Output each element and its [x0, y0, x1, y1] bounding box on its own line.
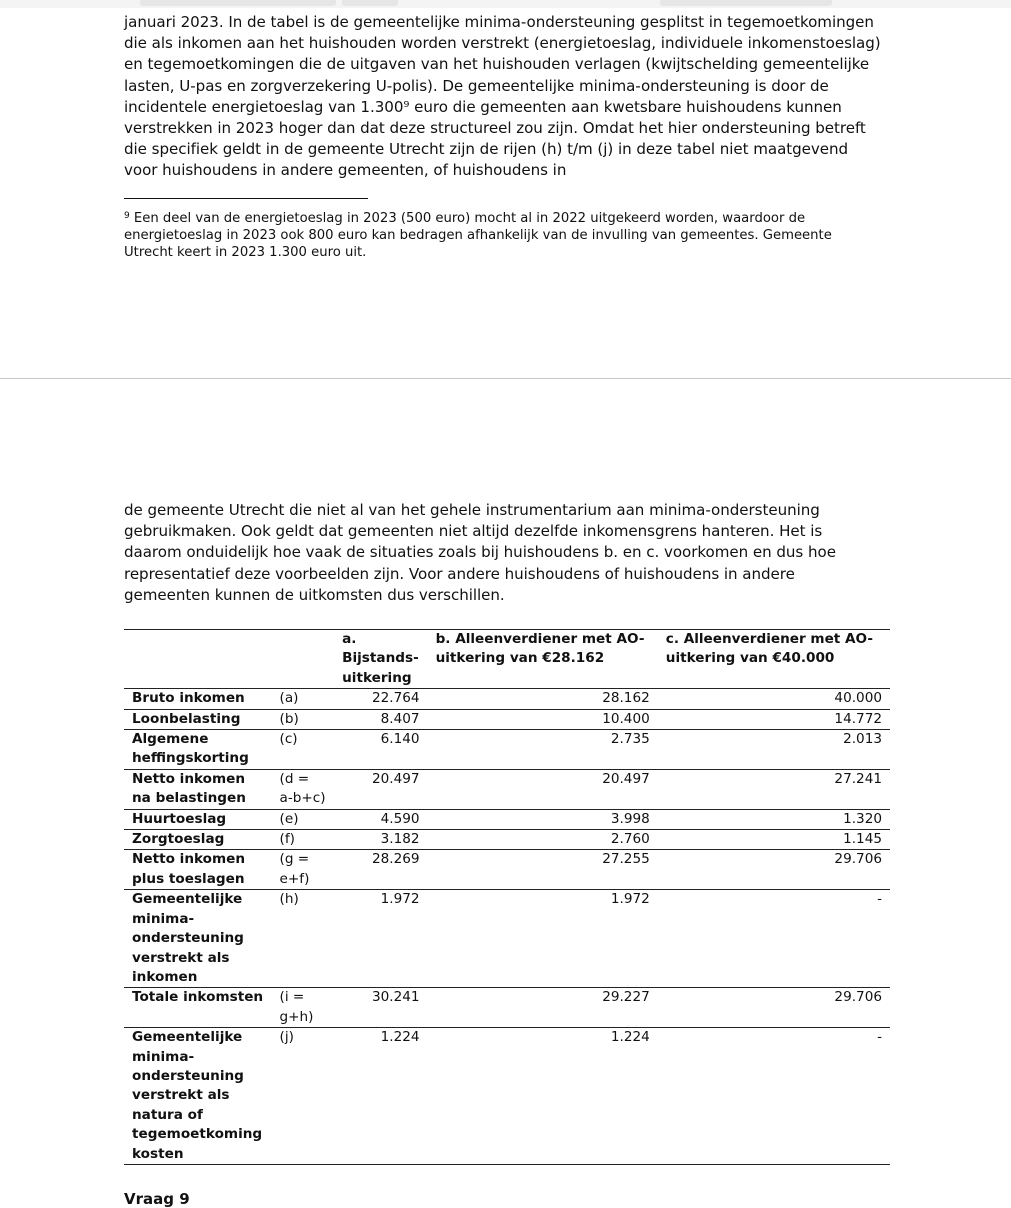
table-row	[124, 890, 890, 988]
cell-a: 8.407	[334, 709, 427, 729]
row-code: (b)	[272, 709, 335, 729]
cell-c: -	[658, 890, 890, 988]
row-code: (h)	[272, 890, 335, 988]
row-label: Huurtoeslag	[124, 809, 272, 829]
row-code: (a)	[272, 689, 335, 709]
cell-b: 1.972	[428, 890, 658, 988]
row-label: Totale inkomsten	[124, 988, 272, 1028]
footnote-marker: 9	[124, 211, 130, 221]
toolbar-tab-3[interactable]	[660, 0, 832, 6]
cell-b: 3.998	[428, 809, 658, 829]
header-col-b: b. Alleenverdiener met AO-uitkering van €28.162	[428, 630, 658, 689]
table-row	[124, 809, 890, 829]
toolbar-tab-2[interactable]	[342, 0, 398, 6]
row-code: (i = g+h)	[272, 988, 335, 1028]
cell-b: 2.760	[428, 830, 658, 850]
table-row	[124, 988, 890, 1028]
cell-a: 22.764	[334, 689, 427, 709]
table-row	[124, 850, 890, 890]
row-label: Bruto inkomen	[124, 689, 272, 709]
header-empty-code	[272, 630, 335, 689]
next-question-heading: Vraag 9	[124, 1190, 190, 1208]
cell-c: 29.706	[658, 850, 890, 890]
row-label: Netto inkomen na belastingen	[124, 769, 272, 809]
cell-a: 6.140	[334, 730, 427, 770]
row-code: (c)	[272, 730, 335, 770]
top-toolbar-strip	[0, 0, 1011, 8]
income-comparison-table	[124, 629, 890, 1165]
cell-b: 28.162	[428, 689, 658, 709]
row-label: Gemeentelijke minima-ondersteuning verstrekt als natura of tegemoetkoming kosten	[124, 1028, 272, 1165]
footnote	[124, 208, 884, 261]
row-label: Netto inkomen plus toeslagen	[124, 850, 272, 890]
header-empty-label	[124, 630, 272, 689]
row-code: (g = e+f)	[272, 850, 335, 890]
row-code: (j)	[272, 1028, 335, 1165]
cell-a: 3.182	[334, 830, 427, 850]
header-col-c: c. Alleenverdiener met AO-uitkering van €40.000	[658, 630, 890, 689]
cell-b: 2.735	[428, 730, 658, 770]
cell-c: 1.145	[658, 830, 890, 850]
cell-c: 2.013	[658, 730, 890, 770]
row-label: Zorgtoeslag	[124, 830, 272, 850]
cell-c: 29.706	[658, 988, 890, 1028]
toolbar-tab-1[interactable]	[140, 0, 336, 6]
table-row	[124, 709, 890, 729]
cell-a: 1.972	[334, 890, 427, 988]
cell-c: 40.000	[658, 689, 890, 709]
cell-a: 20.497	[334, 769, 427, 809]
cell-c: -	[658, 1028, 890, 1165]
cell-a: 1.224	[334, 1028, 427, 1165]
cell-c: 27.241	[658, 769, 890, 809]
cell-a: 4.590	[334, 809, 427, 829]
cell-c: 1.320	[658, 809, 890, 829]
table-row	[124, 769, 890, 809]
body-paragraph-bottom: de gemeente Utrecht die niet al van het gehele instrumentarium aan minima-ondersteuning gebruikmaken. Ook geldt dat gemeenten niet altijd dezelfde inkomensgrens hanteren. Het is daarom onduidelijk hoe vaak de situaties zoals bij huishoudens b. en c. voorkomen en dus hoe representatief deze voorbeelden zijn. Voor andere huishoudens of huishoudens in andere gemeenten kunnen de uitkomsten dus verschillen.	[124, 501, 836, 604]
table-header-row	[124, 630, 890, 689]
cell-a: 30.241	[334, 988, 427, 1028]
table-row	[124, 689, 890, 709]
table-row	[124, 1028, 890, 1165]
footnote-separator	[124, 198, 368, 199]
row-label: Algemene heffingskorting	[124, 730, 272, 770]
row-code: (e)	[272, 809, 335, 829]
footnote-text: Een deel van de energietoeslag in 2023 (500 euro) mocht al in 2022 uitgekeerd worden, waardoor de energietoeslag in 2023 ook 800 euro kan bedragen afhankelijk van de invulling van gemeentes. Gemeente Utrecht keert in 2023 1.300 euro uit.	[124, 211, 832, 260]
row-code: (d = a-b+c)	[272, 769, 335, 809]
table-row	[124, 830, 890, 850]
cell-b: 1.224	[428, 1028, 658, 1165]
body-paragraph-top: januari 2023. In de tabel is de gemeentelijke minima-ondersteuning gesplitst in tegemoetkomingen die als inkomen aan het huishouden worden verstrekt (energietoeslag, individuele inkomenstoeslag) en tegemoetkomingen die de uitgaven van het huishouden verlagen (kwijtschelding gemeentelijke lasten, U-pas en zorgverzekering U-polis). De gemeentelijke minima-ondersteuning is door de incidentele energietoeslag van 1.300⁹ euro die gemeenten aan kwetsbare huishoudens kunnen verstrekken in 2023 hoger dan dat deze structureel zou zijn. Omdat het hier ondersteuning betreft die specifiek geldt in de gemeente Utrecht zijn de rijen (h) t/m (j) in deze tabel niet maatgevend voor huishoudens in andere gemeenten, of huishoudens in	[124, 13, 881, 180]
cell-b: 20.497	[428, 769, 658, 809]
row-code: (f)	[272, 830, 335, 850]
cell-b: 29.227	[428, 988, 658, 1028]
cell-b: 10.400	[428, 709, 658, 729]
cell-b: 27.255	[428, 850, 658, 890]
page-break-divider	[0, 378, 1011, 379]
header-col-a: a. Bijstands-uitkering	[334, 630, 427, 689]
row-label: Loonbelasting	[124, 709, 272, 729]
row-label: Gemeentelijke minima-ondersteuning verstrekt als inkomen	[124, 890, 272, 988]
cell-c: 14.772	[658, 709, 890, 729]
cell-a: 28.269	[334, 850, 427, 890]
table-row	[124, 730, 890, 770]
